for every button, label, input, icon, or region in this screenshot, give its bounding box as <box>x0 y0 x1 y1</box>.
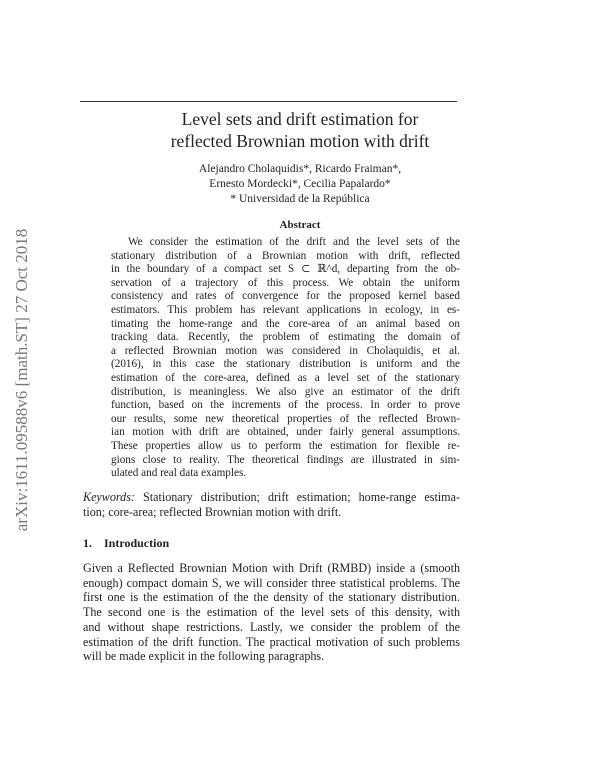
abstract-line: (2016), in this case the stationary distribution is uniform and the <box>111 358 460 371</box>
abstract-line: gions close to reality. The theoretical findings are illustrated in sim- <box>111 453 460 466</box>
abstract-line: estimators. This problem has relevant applications in ecology, in es- <box>111 304 460 316</box>
keywords-line: tion; core-area; reflected Brownian motion with drift. <box>83 505 342 519</box>
abstract-line: a reflected Brownian motion was considered in Cholaquidis, et al. <box>111 344 460 357</box>
section-number: 1. <box>83 536 92 550</box>
authors-line-1: Alejandro Cholaquidis*, Ricardo Fraiman*, <box>198 163 402 175</box>
abstract-line: ian motion with drift are obtained, under fairly general assumptions. <box>111 426 460 439</box>
paragraph-line: and without shape restrictions. Lastly, we consider the problem of the <box>83 619 460 634</box>
paragraph-line: The second one is the estimation of the level sets of this density, with <box>83 605 460 620</box>
abstract-line: function, based on the increments of the process. In order to prove <box>111 399 460 412</box>
abstract-line: timating the home-range and the core-area of an animal based on <box>111 317 460 330</box>
top-rule <box>80 101 457 102</box>
section-title: Introduction <box>104 536 170 550</box>
abstract-line: stationary distribution of a Brownian motion with drift, reflected <box>111 249 460 262</box>
abstract-line: consistency and rates of convergence for the proposed kernel based <box>111 290 460 303</box>
arxiv-identifier: arXiv:1611.09588v6 [math.ST] 27 Oct 2018 <box>12 228 31 532</box>
abstract-line: our results, some new theoretical properties of the reflected Brown- <box>111 412 460 425</box>
paragraph-line: enough) compact domain S, we will consider three statistical problems. The <box>83 575 460 590</box>
keywords-line: Stationary distribution; drift estimation; home-range estima- <box>143 490 460 504</box>
abstract-heading: Abstract <box>279 219 321 231</box>
affiliation: * Universidad de la República <box>230 193 370 205</box>
section-heading <box>83 536 181 550</box>
paragraph-line: estimation of the drift function. The practical motivation of such problems <box>83 634 460 649</box>
paper-title-line-2: reflected Brownian motion with drift <box>170 131 430 151</box>
keywords-first-line <box>83 490 460 505</box>
abstract-line: distribution, is meaningless. We also give an estimator of the drift <box>111 385 460 398</box>
paper-title-line-1: Level sets and drift estimation for <box>181 109 419 129</box>
abstract-line: estimation of the core-area, defined as a level set of the stationary <box>111 372 460 384</box>
abstract-line: servation of a trajectory of this process. We obtain the uniform <box>111 276 460 289</box>
paragraph-line: first one is the estimation of the the density of the stationary distribution. <box>83 590 460 605</box>
abstract-line: tracking data. Recently, the problem of estimating the domain of <box>111 331 460 344</box>
abstract-line: in the boundary of a compact set S ⊂ ℝ^d, departing from the ob- <box>111 263 460 276</box>
abstract-line: ulated and real data examples. <box>111 467 247 480</box>
abstract-line: These properties allow us to perform the estimation for flexible re- <box>111 440 460 452</box>
keywords-label: Keywords: <box>83 490 135 504</box>
paragraph-line: will be made explicit in the following paragraphs. <box>83 649 325 664</box>
abstract-line: We consider the estimation of the drift and the level sets of the <box>128 236 460 248</box>
paragraph-line: Given a Reflected Brownian Motion with Drift (RMBD) inside a (smooth <box>83 561 460 575</box>
authors-line-2: Ernesto Mordecki*, Cecilia Papalardo* <box>209 178 391 190</box>
